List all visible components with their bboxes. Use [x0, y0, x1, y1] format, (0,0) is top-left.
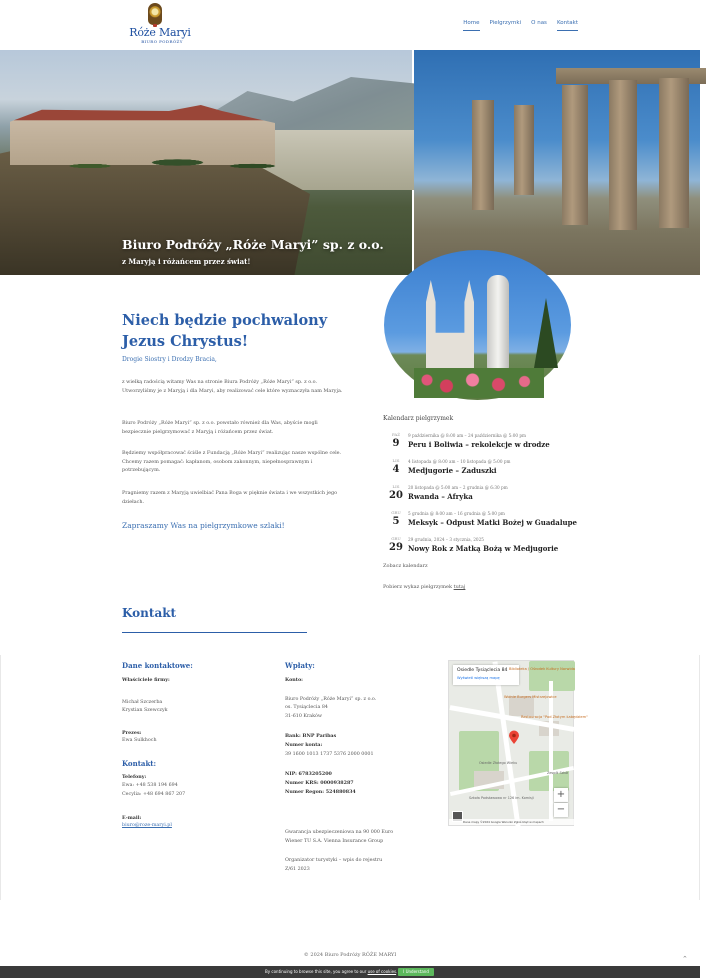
event-name[interactable]: Medjugorie – Zaduszki: [408, 466, 497, 475]
main-nav: [463, 20, 578, 31]
event-day: 5: [392, 516, 400, 527]
contact-data-heading: Dane kontaktowe:: [122, 661, 193, 670]
contact-heading: Kontakt:: [122, 759, 157, 768]
insurance-line: Gwarancja ubezpieczeniowa na 90 000 Euro: [285, 830, 394, 835]
krs: Numer KRS: 0000938287: [285, 780, 354, 786]
address-line: os. Tysiąclecia 84: [285, 705, 328, 710]
email-label: E-mail:: [122, 815, 142, 821]
calendar-event[interactable]: [383, 432, 583, 457]
invite-text: Zapraszamy Was na pielgrzymkowe szlaki!: [122, 521, 285, 530]
medjugorje-photo: [384, 250, 571, 400]
event-name[interactable]: Rwanda – Afryka: [408, 492, 473, 501]
event-month: PAŹ: [392, 432, 400, 437]
nav-item-home[interactable]: Home: [463, 20, 479, 31]
map-place-name: Osiedle Tysiąclecia 84: [457, 668, 508, 673]
company-name: Biuro Podróży „Róże Maryi” sp. z o.o.: [285, 697, 377, 702]
event-month: LIS: [392, 458, 400, 463]
phone-number[interactable]: Ewa: +48 538 194 694: [122, 783, 178, 788]
greeting-text: Drogie Siostry i Drodzy Bracia,: [122, 356, 217, 363]
cookie-accept-button[interactable]: I Understand: [398, 968, 434, 976]
cookie-bar: [0, 966, 700, 978]
event-month: GRU: [391, 536, 401, 541]
owner-name: Michał Szczerba: [122, 700, 163, 705]
event-month: LIS: [392, 484, 400, 489]
map-larger-link[interactable]: Wyświetl większą mapę: [457, 676, 500, 680]
event-dates: 20 listopada @ 5:00 am – 2 grudnia @ 6:30 pm: [408, 485, 508, 490]
owner-name: Krystian Szewczyk: [122, 708, 168, 713]
address-line: 31-610 Kraków: [285, 714, 323, 719]
back-to-top-icon[interactable]: ⌃: [682, 955, 688, 963]
calendar-event[interactable]: [383, 510, 583, 535]
hero-photo-temple-ruins: [414, 50, 700, 275]
event-name[interactable]: Peru i Boliwia – rekolekcje w drodze: [408, 440, 550, 449]
organizer-line: Z/61 2023: [285, 867, 310, 872]
event-month: GRU: [391, 510, 401, 515]
google-map[interactable]: [448, 660, 588, 826]
cookie-policy-link[interactable]: use of cookies: [367, 969, 397, 974]
owners-label: Właściciele firmy:: [122, 677, 170, 683]
phone-number[interactable]: Cecylia: +48 694 867 207: [122, 792, 186, 797]
download-list: [383, 584, 465, 590]
account-number: 39 1600 1013 1737 5376 2000 0001: [285, 752, 374, 757]
event-day: 29: [389, 542, 403, 553]
hero-subtitle: z Maryją i różańcem przez świat!: [122, 257, 251, 266]
kontakt-title: Kontakt: [122, 606, 177, 620]
prezes-name: Ewa Sulkhoch: [122, 738, 157, 743]
calendar-title: Kalendarz pielgrzymek: [383, 415, 454, 422]
calendar-event[interactable]: [383, 536, 583, 561]
account-number-label: Numer konta:: [285, 742, 323, 748]
madonna-emblem-icon: [148, 3, 162, 25]
event-name[interactable]: Meksyk – Odpust Matki Bożej w Guadalupe: [408, 518, 577, 527]
map-attribution[interactable]: Dane mapy ©2024 Google Warunki Zgłoś błąd w mapach: [463, 820, 544, 824]
download-link[interactable]: tutaj: [453, 584, 466, 590]
event-day: 4: [392, 464, 400, 475]
map-label: Osiedle Złotego Wieku: [479, 761, 518, 765]
nip: NIP: 6783205200: [285, 771, 332, 777]
hero-title: Biuro Podróży „Róże Maryi” sp. z o.o.: [122, 237, 384, 252]
download-text: Pobierz wykaz pielgrzymek: [383, 584, 454, 590]
organizer-line: Organizator turystyki – wpis do rejestru: [285, 858, 383, 863]
map-label: Szkoła Podstawowa nr 126 im. Komisji: [469, 796, 534, 800]
nav-item-pielgrzymki[interactable]: Pielgrzymki: [489, 20, 522, 26]
map-zoom-in-button[interactable]: +: [554, 788, 568, 802]
welcome-paragraph: z wielką radością witamy Was na stronie Biura Podróży „Róże Maryi” sp. z o.o. Utworzyliśmy je z Maryją i dla Maryi, aby realizować cele które wyznaczyła nam Maryja.: [122, 379, 343, 394]
nav-item-kontakt[interactable]: Kontakt: [557, 20, 578, 31]
event-dates: 29 grudnia, 2024 – 3 stycznia, 2025: [408, 537, 484, 542]
event-name[interactable]: Nowy Rok z Matką Bożą w Medjugorie: [408, 544, 559, 553]
welcome-paragraph: Pragniemy razem z Maryją uwielbiać Pana Boga w pięknie świata i we wszystkich jego dziełach.: [122, 490, 338, 505]
phones-label: Telefony:: [122, 774, 147, 780]
kontakt-divider: [122, 632, 307, 633]
account-label: Konto:: [285, 677, 303, 683]
event-dates: 9 października @ 8:00 am – 24 października @ 5:00 pm: [408, 433, 527, 438]
map-zoom-out-button[interactable]: −: [554, 803, 568, 817]
welcome-paragraph: Będziemy współpracować ściśle z Fundacją „Róże Maryi” realizując nasze wspólne cele. Chcemy razem pomagać: kapłanom, osobom zakonnym, niepełnosprawnym i potrzebującym.: [122, 450, 342, 473]
event-dates: 5 grudnia @ 8:00 am – 16 grudnia @ 5:00 pm: [408, 511, 505, 516]
nav-item-o-nas[interactable]: O nas: [531, 20, 547, 26]
map-poi[interactable]: Biblioteka / Ośrodek Kultury Norwida: [509, 667, 575, 671]
bank-name: Bank: BNP Paribas: [285, 733, 337, 739]
welcome-paragraph: Biuro Podróży „Róże Maryi” sp. z o.o. powstało również dla Was, abyście mogli bezpiecznie pielgrzymować z Maryją i różańcem przez świat.: [122, 420, 318, 435]
logo-sub-text: BIURO PODRÓŻY: [141, 39, 183, 44]
view-calendar-link[interactable]: Zobacz kalendarz: [383, 563, 428, 569]
email-link[interactable]: biuro@roze-maryi.pl: [122, 823, 172, 828]
logo-brand-text: Róże Maryi: [129, 26, 191, 39]
copyright-text: © 2024 Biuro Podróży RÓŻE MARYI: [303, 952, 397, 958]
map-pin-icon[interactable]: [509, 731, 519, 744]
calendar-event[interactable]: [383, 458, 583, 483]
event-dates: 4 listopada @ 8:00 am – 10 listopada @ 5:00 pm: [408, 459, 511, 464]
regon: Numer Regon: 524880834: [285, 789, 356, 795]
site-logo[interactable]: [125, 2, 195, 46]
event-day: 20: [389, 490, 403, 501]
payments-heading: Wpłaty:: [285, 661, 315, 670]
event-day: 9: [392, 438, 400, 449]
map-poi[interactable]: Wolnie Burgers Mistrzejowice: [504, 695, 557, 699]
map-poi[interactable]: Restauracja "Pod Złotym Łabędziem": [521, 715, 588, 719]
welcome-title: Niech będzie pochwalony Jezus Chrystus!: [122, 312, 328, 350]
site-header: [0, 0, 700, 50]
calendar-event[interactable]: [383, 484, 583, 509]
insurance-line: Wiener TU S.A. Vienna Insurance Group: [285, 839, 384, 844]
prezes-label: Prezes:: [122, 730, 142, 736]
cookie-text: By continuing to browse this site, you agree to our use of cookies.: [265, 969, 398, 974]
map-label: Zespół Szkół: [547, 771, 569, 775]
